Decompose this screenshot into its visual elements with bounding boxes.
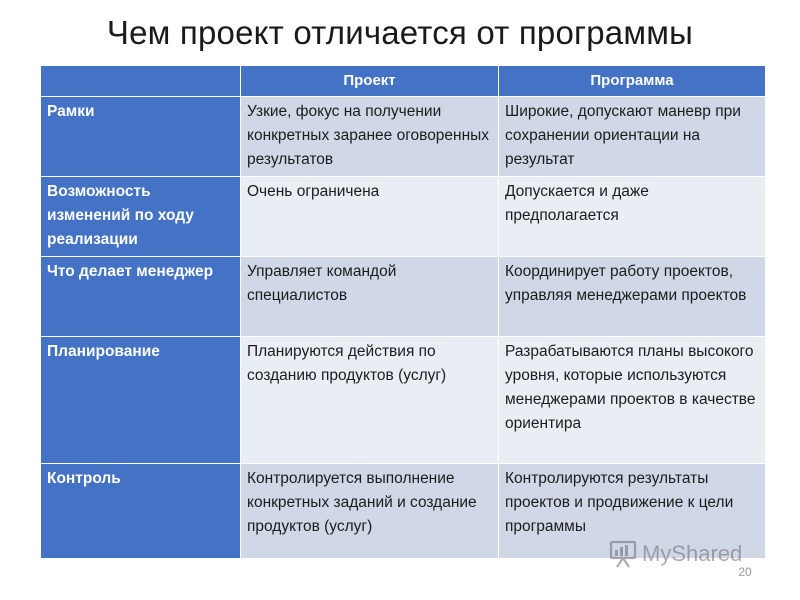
slide-title: Чем проект отличается от программы <box>106 14 694 51</box>
comparison-table <box>40 65 766 559</box>
watermark-text: MyShared <box>642 541 743 566</box>
comparison-table-container <box>40 65 765 558</box>
row-label-scope: Рамки <box>41 97 241 177</box>
row-label-manager: Что делает менеджер <box>41 257 241 337</box>
row-label-planning: Планирование <box>41 337 241 464</box>
cell-program: Координирует работу проектов, управляя менеджерами проектов <box>499 257 766 337</box>
cell-program: Разрабатываются планы высокого уровня, которые используются менеджерами проектов в качестве ориентира <box>499 337 766 464</box>
table-row <box>41 177 766 257</box>
cell-project: Очень ограничена <box>241 177 499 257</box>
cell-program: Допускается и даже предполагается <box>499 177 766 257</box>
page-number: 20 <box>738 565 752 579</box>
cell-project: Управляет командой специалистов <box>241 257 499 337</box>
watermark-logo <box>608 537 742 571</box>
table-row <box>41 257 766 337</box>
cell-program: Широкие, допускают маневр при сохранении ориентации на результат <box>499 97 766 177</box>
header-empty-cell <box>41 66 241 97</box>
cell-program: Контролируются результаты проектов и продвижение к цели программы <box>499 464 766 559</box>
cell-project: Планируются действия по созданию продуктов (услуг) <box>241 337 499 464</box>
table-header-row <box>41 66 766 97</box>
presentation-board-icon <box>608 539 638 569</box>
header-project: Проект <box>241 66 499 97</box>
row-label-control: Контроль <box>41 464 241 559</box>
table-row <box>41 97 766 177</box>
table-row <box>41 337 766 464</box>
header-program: Программа <box>499 66 766 97</box>
row-label-changes: Возможность изменений по ходу реализации <box>41 177 241 257</box>
cell-project: Узкие, фокус на получении конкретных заранее оговоренных результатов <box>241 97 499 177</box>
cell-project: Контролируется выполнение конкретных заданий и создание продуктов (услуг) <box>241 464 499 559</box>
